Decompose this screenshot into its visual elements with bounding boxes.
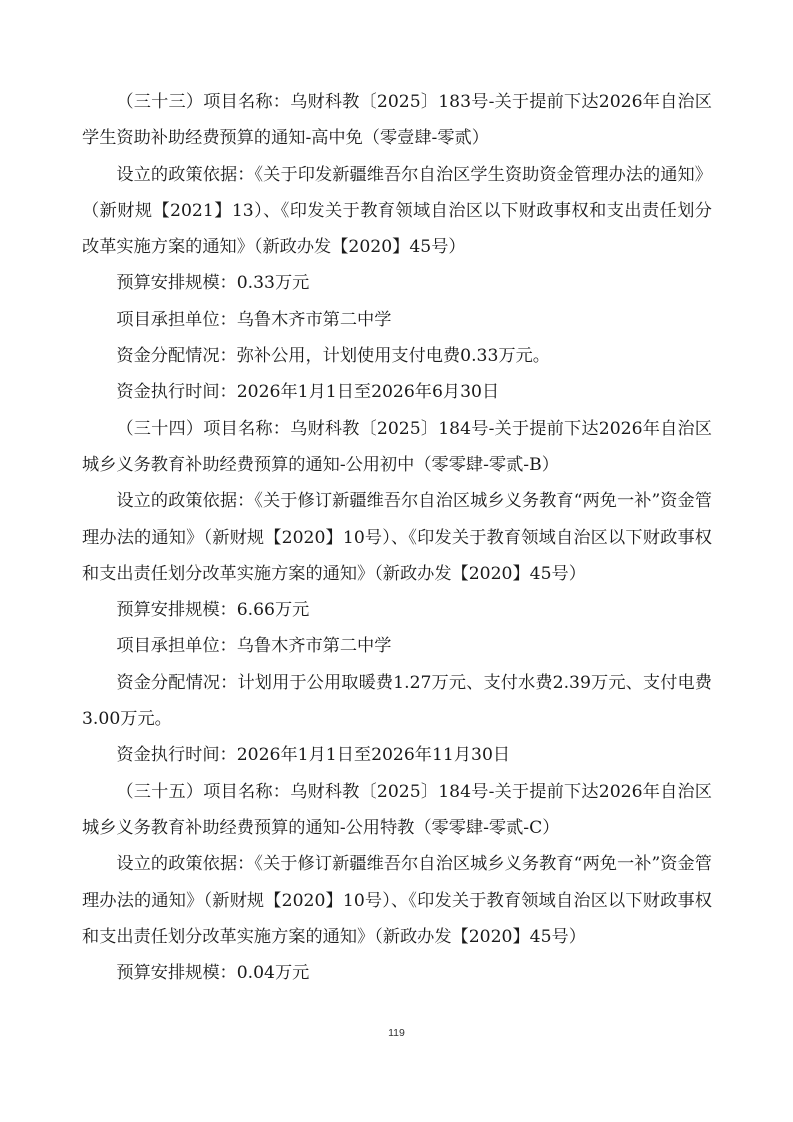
project-34-title: （三十四）项目名称：乌财科教〔2025〕184号-关于提前下达2026年自治区城乡义务教育补助经费预算的通知-公用初中（零零肆-零贰-B） bbox=[82, 418, 712, 475]
project-33-fund-allocation: 资金分配情况：弥补公用，计划使用支付电费0.33万元。 bbox=[116, 346, 550, 367]
project-34-fund-allocation: 资金分配情况：计划用于公用取暖费1.27万元、支付水费2.39万元、支付电费3.00万元。 bbox=[82, 672, 712, 730]
project-34-undertaking-unit: 项目承担单位：乌鲁木齐市第二中学 bbox=[116, 636, 392, 657]
project-35-policy-basis: 设立的政策依据：《关于修订新疆维吾尔自治区城乡义务教育“两免一补”资金管理办法的通知》（新财规【2020】10号）、《印发关于教育领域自治区以下财政事权和支出责任划分改革实施方案的通知》（新政办发【2020】45号） bbox=[82, 854, 712, 947]
document-body bbox=[82, 84, 712, 991]
project-35-title: （三十五）项目名称：乌财科教〔2025〕184号-关于提前下达2026年自治区城乡义务教育补助经费预算的通知-公用特教（零零肆-零贰-C） bbox=[82, 781, 712, 838]
project-33-execution-time: 资金执行时间：2026年1月1日至2026年6月30日 bbox=[116, 382, 500, 403]
project-33-title: （三十三）项目名称：乌财科教〔2025〕183号-关于提前下达2026年自治区学生资助补助经费预算的通知-高中免（零壹肆-零贰） bbox=[82, 92, 712, 149]
project-34-budget-scale: 预算安排规模：6.66万元 bbox=[116, 600, 310, 621]
project-34-policy-basis: 设立的政策依据：《关于修订新疆维吾尔自治区城乡义务教育“两免一补”资金管理办法的通知》（新财规【2020】10号）、《印发关于教育领域自治区以下财政事权和支出责任划分改革实施方案的通知》（新政办发【2020】45号） bbox=[82, 491, 712, 584]
project-33-undertaking-unit: 项目承担单位：乌鲁木齐市第二中学 bbox=[116, 309, 392, 330]
project-33-policy-basis: 设立的政策依据：《关于印发新疆维吾尔自治区学生资助资金管理办法的通知》（新财规【2021】13）、《印发关于教育领域自治区以下财政事权和支出责任划分改革实施方案的通知》（新政办发【2020】45号） bbox=[82, 164, 712, 258]
project-35-budget-scale: 预算安排规模：0.04万元 bbox=[116, 963, 310, 984]
page-number: 119 bbox=[388, 1027, 405, 1039]
project-34-execution-time: 资金执行时间：2026年1月1日至2026年11月30日 bbox=[116, 745, 511, 766]
project-33-budget-scale: 预算安排规模：0.33万元 bbox=[116, 273, 310, 294]
